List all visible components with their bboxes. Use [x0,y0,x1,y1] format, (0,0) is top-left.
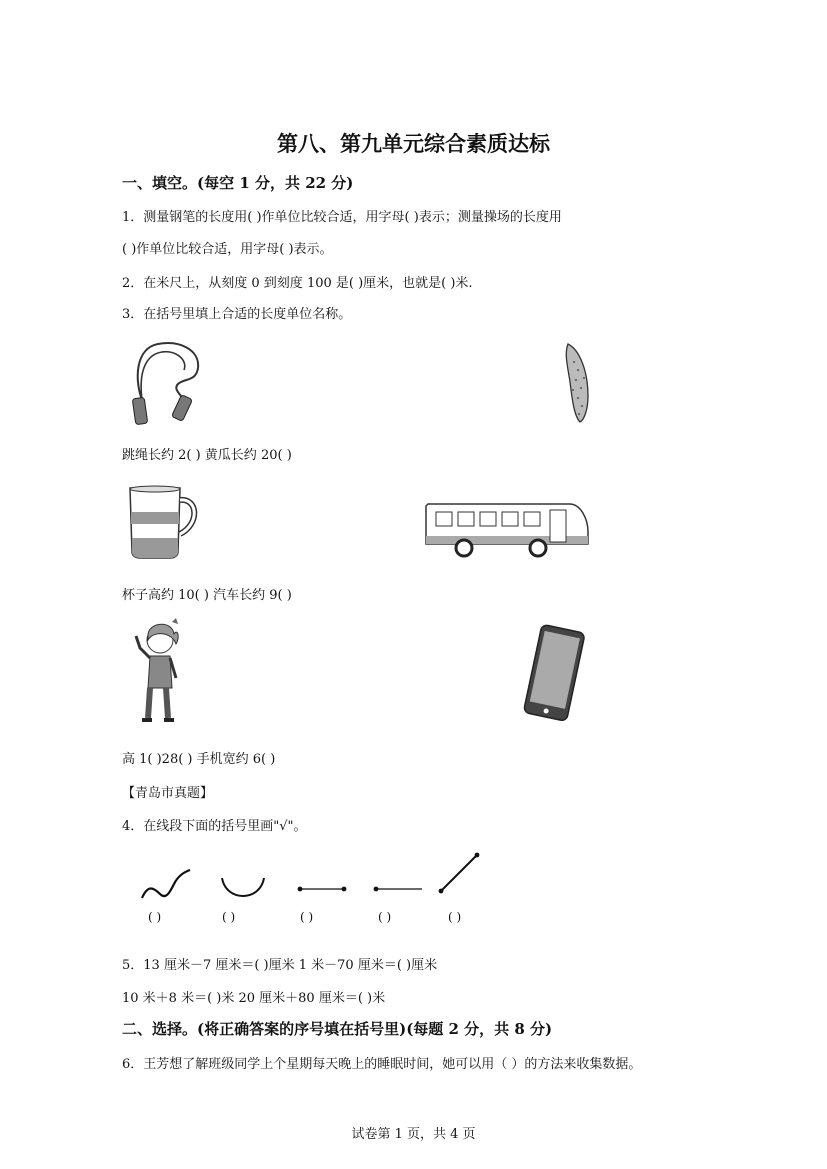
question-5-line-1: 5．13 厘米－7 厘米＝( )厘米 1 米－70 厘米＝( )厘米 [122,958,438,973]
question-3-row-1: 跳绳长约 2( ) 黄瓜长约 20( ) [122,448,292,463]
answer-paren-3[interactable]: ( ) [300,910,314,924]
source-tag: 【青岛市真题】 [122,786,214,801]
jump-rope-image [128,338,208,428]
question-2: 2．在米尺上，从刻度 0 到刻度 100 是( )厘米，也就是( )米. [122,276,473,291]
question-4: 4．在线段下面的括号里画"√"。 [122,819,307,834]
girl-image [128,618,188,728]
answer-paren-1[interactable]: ( ) [148,910,162,924]
page-footer: 试卷第 1 页，共 4 页 [351,1127,476,1142]
ray-figure [372,884,424,894]
question-1-line-2: ( )作单位比较合适，用字母( )表示。 [122,242,333,257]
phone-image [520,624,590,724]
answer-paren-2[interactable]: ( ) [222,910,236,924]
question-3-row-2: 杯子高约 10( ) 汽车长约 9( ) [122,588,292,603]
cucumber-image [560,338,600,428]
slanted-segment-figure [436,850,482,896]
line-segment-figure [296,884,348,894]
question-1-line-1: 1．测量钢笔的长度用( )作单位比较合适，用字母( )表示；测量操场的长度用 [122,210,562,225]
answer-paren-5[interactable]: ( ) [448,910,462,924]
wavy-line-figure [140,866,194,906]
section-1-heading: 一、填空。(每空 1 分，共 22 分) [122,174,354,192]
answer-paren-4[interactable]: ( ) [378,910,392,924]
bus-image [422,498,592,560]
section-2-heading: 二、选择。(将正确答案的序号填在括号里)(每题 2 分，共 8 分) [122,1020,553,1038]
cup-image [128,484,200,560]
question-5-line-2: 10 米＋8 米＝( )米 20 厘米＋80 厘米＝( )米 [122,991,386,1006]
question-6: 6．王芳想了解班级同学上个星期每天晚上的睡眠时间，她可以用（ ）的方法来收集数据。 [122,1057,642,1072]
arc-figure [218,874,268,902]
question-3: 3．在括号里填上合适的长度单位名称。 [122,307,352,322]
page-title: 第八、第九单元综合素质达标 [277,131,550,156]
question-3-row-3: 高 1( )28( ) 手机宽约 6( ) [122,752,276,767]
